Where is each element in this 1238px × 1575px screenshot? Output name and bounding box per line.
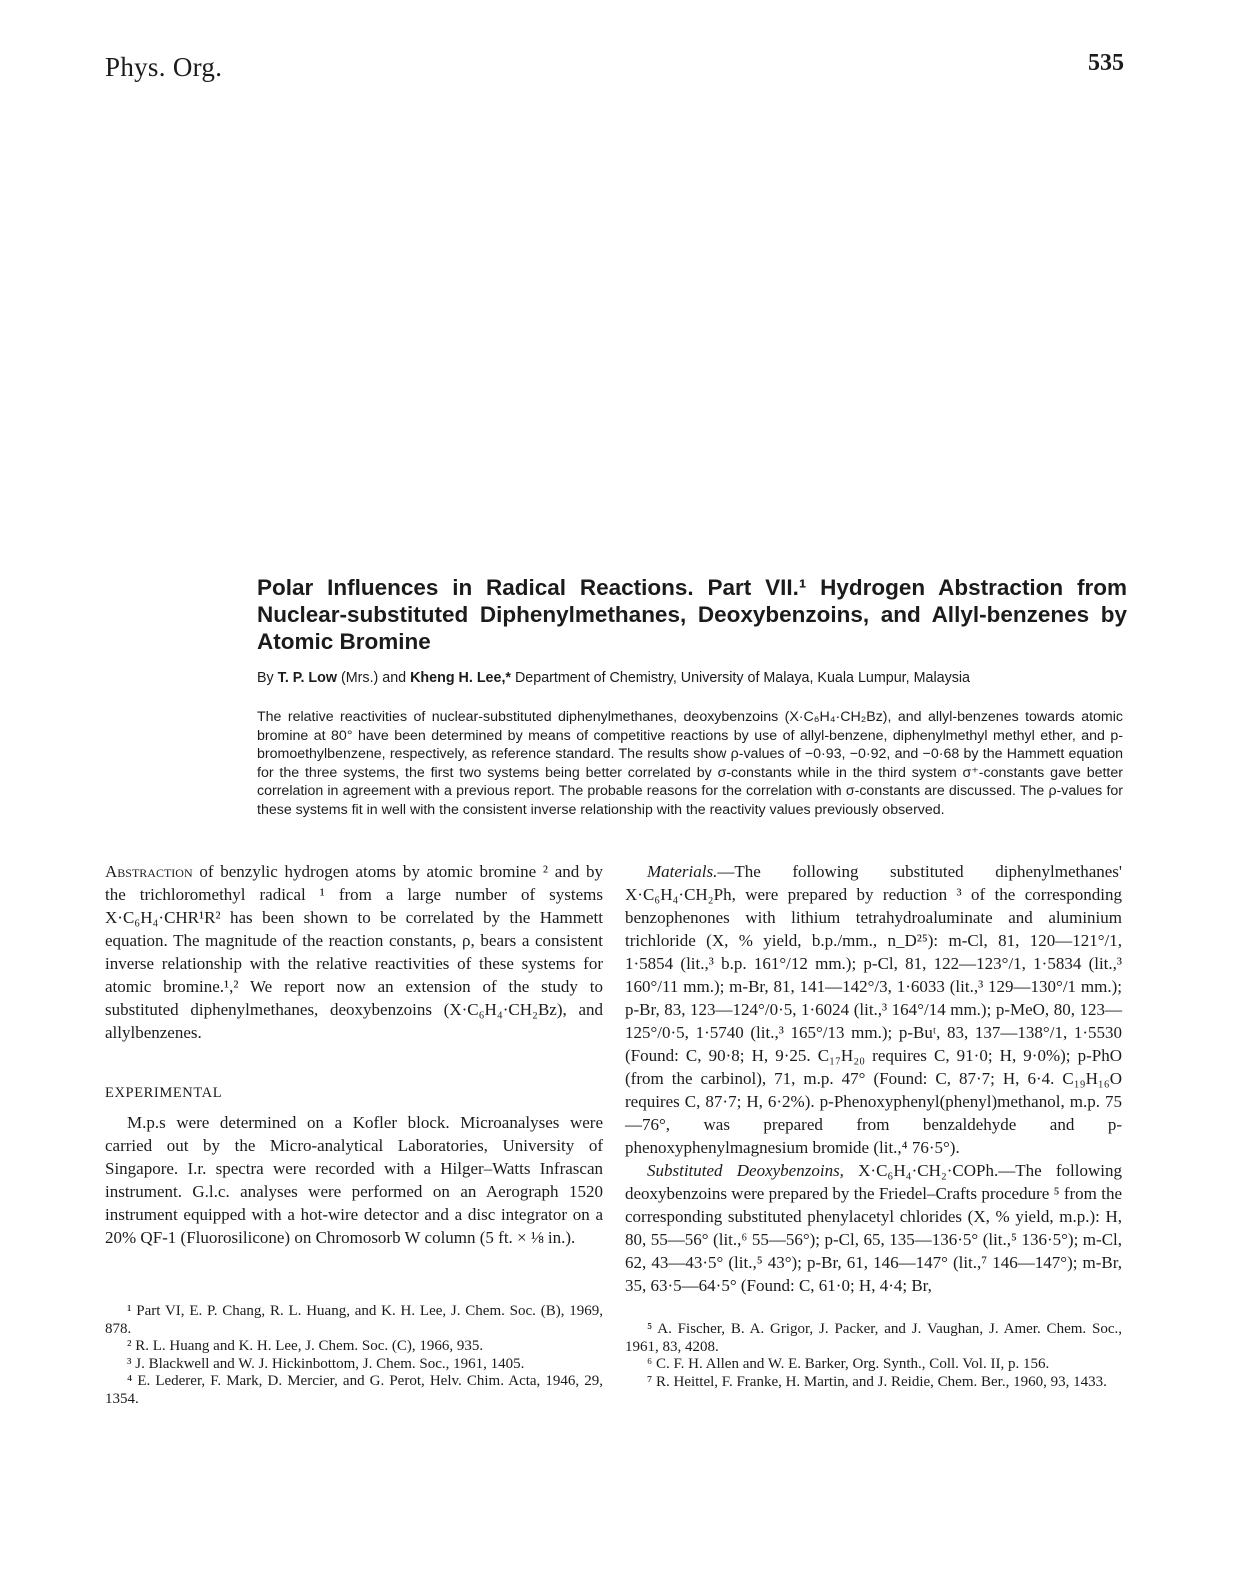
author-1: T. P. Low [277,670,337,686]
footnote-6: ⁶ C. F. H. Allen and W. E. Barker, Org. Synth., Coll. Vol. II, p. 156. [647,1356,1050,1372]
footnote-2: ² R. L. Huang and K. H. Lee, J. Chem. Soc. (C), 1966, 935. [127,1338,484,1354]
footnotes-right [625,1321,1122,1391]
abstract: The relative reactivities of nuclear-substituted diphenylmethanes, deoxybenzoins (X·C₆H₄·CH₂Bz), and allyl-benzenes towards atomic bromine at 80° have been determined by means of competitive reactions by use of allyl-benzene, diphenylmethyl methyl ether, and p-bromoethylbenzene, respectively, as reference standard. The results show ρ-values of −0·93, −0·92, and −0·68 by the Hammett equation for the three systems, the first two systems being better correlated by σ-constants while in the third system σ⁺-constants gave better correlation in agreement with a previous report. The probable reasons for the correlation with σ-constants are discussed. The ρ-values for these systems fit in well with the consistent inverse relationship with the reactivity values previously observed. [257,709,1123,818]
materials-text: —The following substituted diphenylmethanes' X·C₆H₄·CH₂Ph, were prepared by reduction ³ of the corresponding benzophenones with lithium tetrahydroaluminate and aluminium trichloride (X, % yield, b.p./mm., n_D²⁵): m-Cl, 81, 120—121°/1, 1·5854 (lit.,³ b.p. 161°/12 mm.); p-Cl, 81, 122—123°/1, 1·5834 (lit.,³ 160°/11 mm.); m-Br, 81, 141—142°/3, 1·6033 (lit.,³ 129—130°/1 mm.); p-Br, 83, 123—124°/0·5, 1·6024 (lit.,³ 164°/14 mm.); p-MeO, 80, 123—125°/0·5, 1·5740 (lit.,³ 165°/13 mm.); p-Buᵗ, 83, 137—138°/1, 1·5530 (Found: C, 90·8; H, 9·25. C₁₇H₂₀ requires C, 91·0; H, 9·0%); p-PhO (from the carbinol), 71, m.p. 47° (Found: C, 87·7; H, 6·4. C₁₉H₁₆O requires C, 87·7; H, 6·2%). p-Phenoxyphenyl(phenyl)methanol, m.p. 75—76°, was prepared from benzaldehyde and p-phenoxyphenylmagnesium bromide (lit.,⁴ 76·5°). [625,862,1122,1157]
footnote-4: ⁴ E. Lederer, F. Mark, D. Mercier, and G. Perot, Helv. Chim. Acta, 1946, 29, 1354. [105,1373,603,1407]
intro-text: of benzylic hydrogen atoms by atomic bromine ² and by the trichloromethyl radical ¹ from a large number of systems X·C₆H₄·CHR¹R² has been shown to be correlated by the Hammett equation. The magnitude of the reaction constants, ρ, bears a consistent inverse relationship with the relative reactivities of these systems for atomic bromine.¹,² We report now an extension of the study to substituted diphenylmethanes, deoxybenzoins (X·C₆H₄·CH₂Bz), and allylbenzenes. [105,862,603,1042]
byline-prefix: By [257,670,274,686]
author-1-note: (Mrs.) and [340,670,407,686]
author-2: Kheng H. Lee,* [410,670,511,686]
deoxybenzoins-text: X·C₆H₄·CH₂·COPh.—The following deoxybenzoins were prepared by the Friedel–Crafts procedure ⁵ from the corresponding substituted phenylacetyl chlorides (X, % yield, m.p.): H, 80, 55—56° (lit.,⁶ 55—56°); p-Cl, 65, 135—136·5° (lit.,⁵ 136·5°); m-Cl, 62, 43—43·5° (lit.,⁵ 43°); p-Br, 61, 146—147° (lit.,⁷ 146—147°); m-Br, 35, 63·5—64·5° (Found: C, 61·0; H, 4·4; Br, [625,1161,1122,1295]
page-number: 535 [1088,50,1124,76]
footnote-3: ³ J. Blackwell and W. J. Hickinbottom, J. Chem. Soc., 1961, 1405. [127,1355,525,1372]
intro-paragraph [105,860,603,1044]
footnotes-left [105,1303,603,1408]
deoxybenzoins-paragraph [625,1159,1122,1297]
intro-first-word: Abstraction [105,862,193,881]
affiliation: Department of Chemistry, University of Malaya, Kuala Lumpur, Malaysia [514,670,971,686]
materials-paragraph [625,860,1122,1159]
footnote-7: ⁷ R. Heittel, F. Franke, H. Martin, and J. Reidie, Chem. Ber., 1960, 93, 1433. [647,1373,1107,1390]
left-column [105,860,603,1249]
footnote-5: ⁵ A. Fischer, B. A. Grigor, J. Packer, and J. Vaughan, J. Amer. Chem. Soc., 1961, 83, 4208. [625,1321,1122,1355]
running-head-journal-section: Phys. Org. [105,52,223,82]
right-column [625,860,1122,1297]
footnote-1: ¹ Part VI, E. P. Chang, R. L. Huang, and K. H. Lee, J. Chem. Soc. (B), 1969, 878. [105,1303,603,1337]
experimental-paragraph: M.p.s were determined on a Kofler block. Microanalyses were carried out by the Micro-analytical Laboratories, University of Singapore. I.r. spectra were recorded with a Hilger–Watts Infrascan instrument. G.l.c. analyses were performed on an Aerograph 1520 instrument equipped with a hot-wire detector and a disc integrator on a 20% QF-1 (Fluorosilicone) on Chromosorb W column (5 ft. × ⅛ in.). [105,1113,603,1247]
materials-label: Materials. [647,862,718,881]
section-heading-experimental: EXPERIMENTAL [105,1085,223,1101]
article-title: Polar Influences in Radical Reactions. Part VII.¹ Hydrogen Abstraction from Nuclear-substituted Diphenylmethanes, Deoxybenzoins, and Allyl-benzenes by Atomic Bromine [257,575,1127,654]
deoxybenzoins-label: Substituted Deoxybenzoins, [647,1161,844,1180]
author-line [257,670,1127,686]
